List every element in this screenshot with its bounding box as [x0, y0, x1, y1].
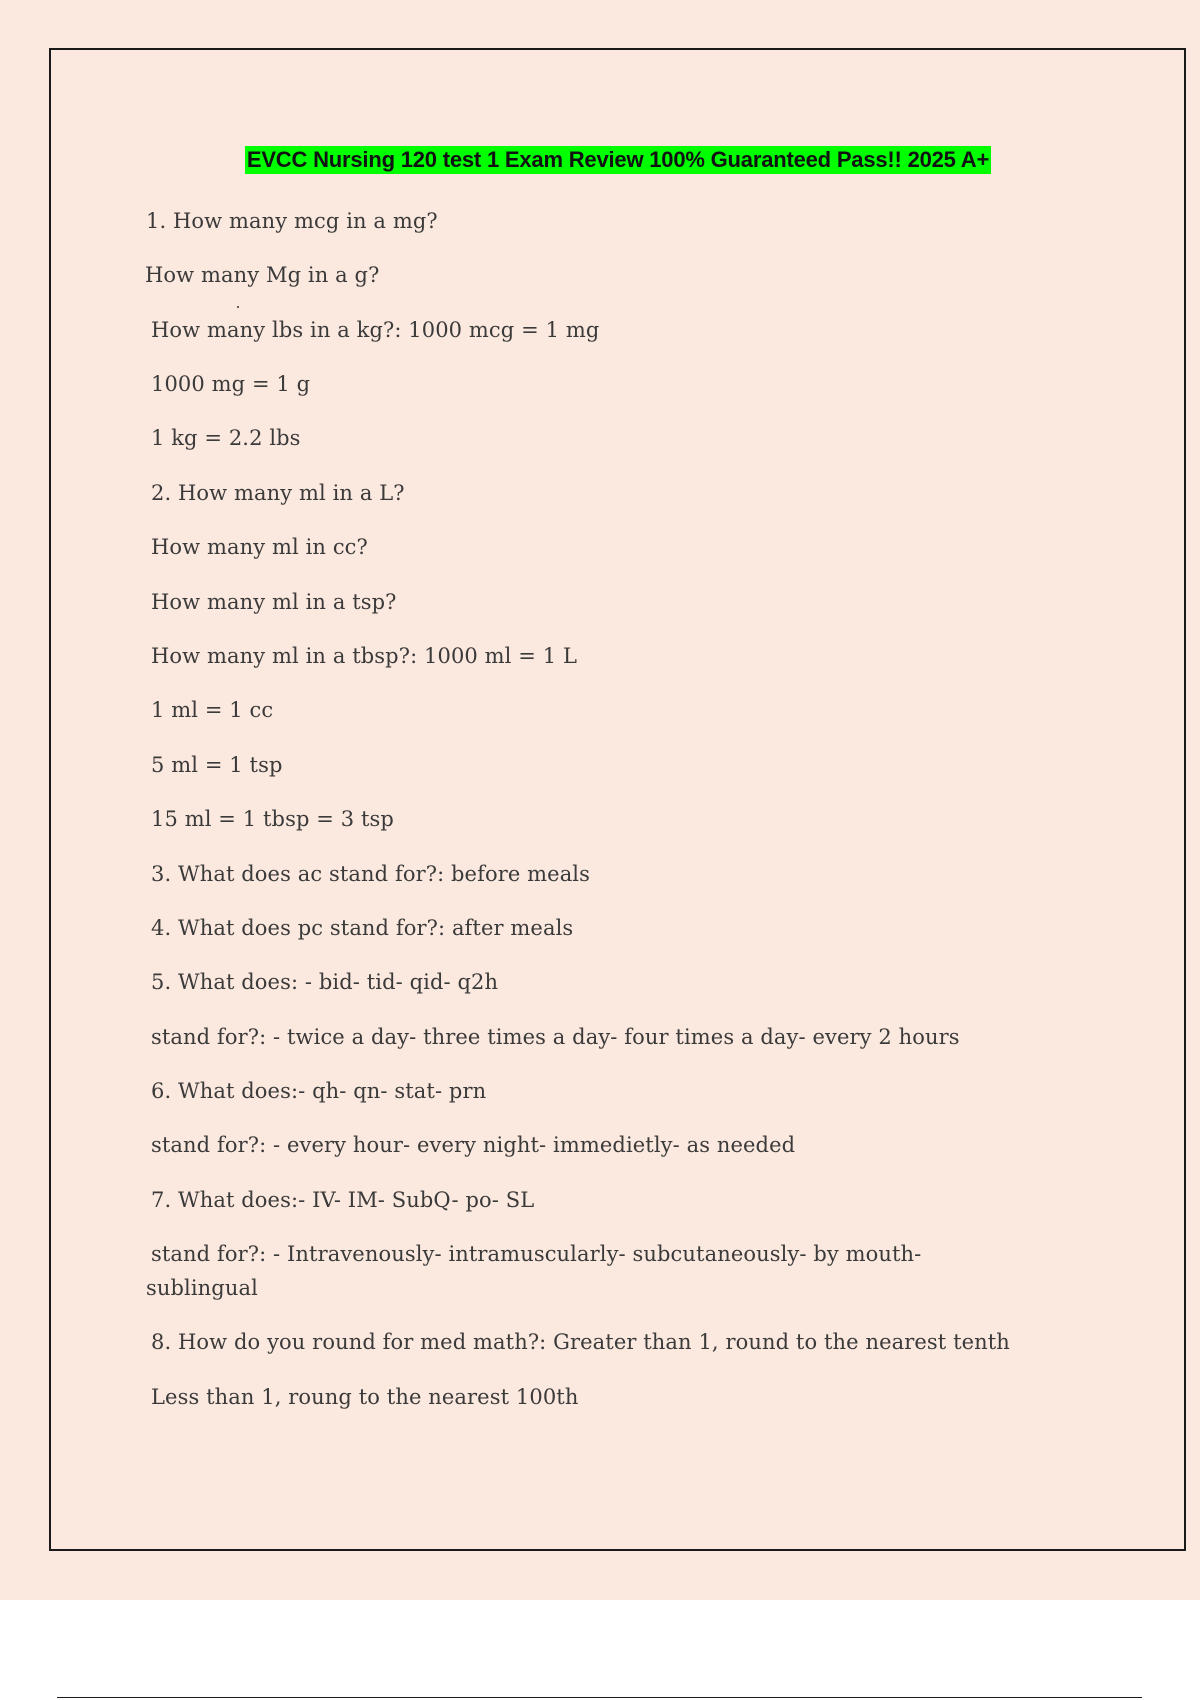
- text-line: How many ml in a tbsp?: 1000 ml = 1 L: [151, 644, 578, 668]
- text-line: How many Mg in a g?: [145, 263, 380, 287]
- text-line: How many ml in a tsp?: [151, 590, 397, 614]
- text-line: 5. What does: - bid- tid- qid- q2h: [151, 970, 499, 994]
- text-line: stand for?: - every hour- every night- immedietly- as needed: [151, 1133, 796, 1157]
- text-line: 3. What does ac stand for?: before meals: [151, 862, 591, 886]
- text-line: 1 ml = 1 cc: [151, 698, 274, 722]
- text-line: 6. What does:- qh- qn- stat- prn: [151, 1079, 487, 1103]
- text-line: 2. How many ml in a L?: [151, 481, 405, 505]
- text-line: 4. What does pc stand for?: after meals: [151, 916, 574, 940]
- text-line: stand for?: - Intravenously- intramuscularly- subcutaneously- by mouth- sublingual: [146, 1242, 922, 1300]
- text-line: Less than 1, roung to the nearest 100th: [151, 1385, 579, 1409]
- text-line: 1. How many mcg in a mg?: [146, 209, 438, 233]
- text-line: 8. How do you round for med math?: Greater than 1, round to the nearest tenth: [151, 1330, 1010, 1354]
- text-line: How many lbs in a kg?: 1000 mcg = 1 mg: [151, 318, 600, 342]
- footer-rule: [57, 1697, 1142, 1698]
- text-line: 1000 mg = 1 g: [151, 372, 311, 396]
- text-line: 7. What does:- IV- IM- SubQ- po- SL: [151, 1188, 535, 1212]
- text-line: stand for?: - twice a day- three times a day- four times a day- every 2 hours: [151, 1025, 960, 1049]
- text-line: 15 ml = 1 tbsp = 3 tsp: [151, 807, 394, 831]
- document-title: EVCC Nursing 120 test 1 Exam Review 100% Guaranteed Pass!! 2025 A+: [246, 147, 990, 172]
- text-line: 5 ml = 1 tsp: [151, 753, 283, 777]
- text-line: How many ml in cc?: [151, 535, 368, 559]
- text-line: 1 kg = 2.2 lbs: [151, 426, 301, 450]
- stray-dot: [237, 306, 239, 308]
